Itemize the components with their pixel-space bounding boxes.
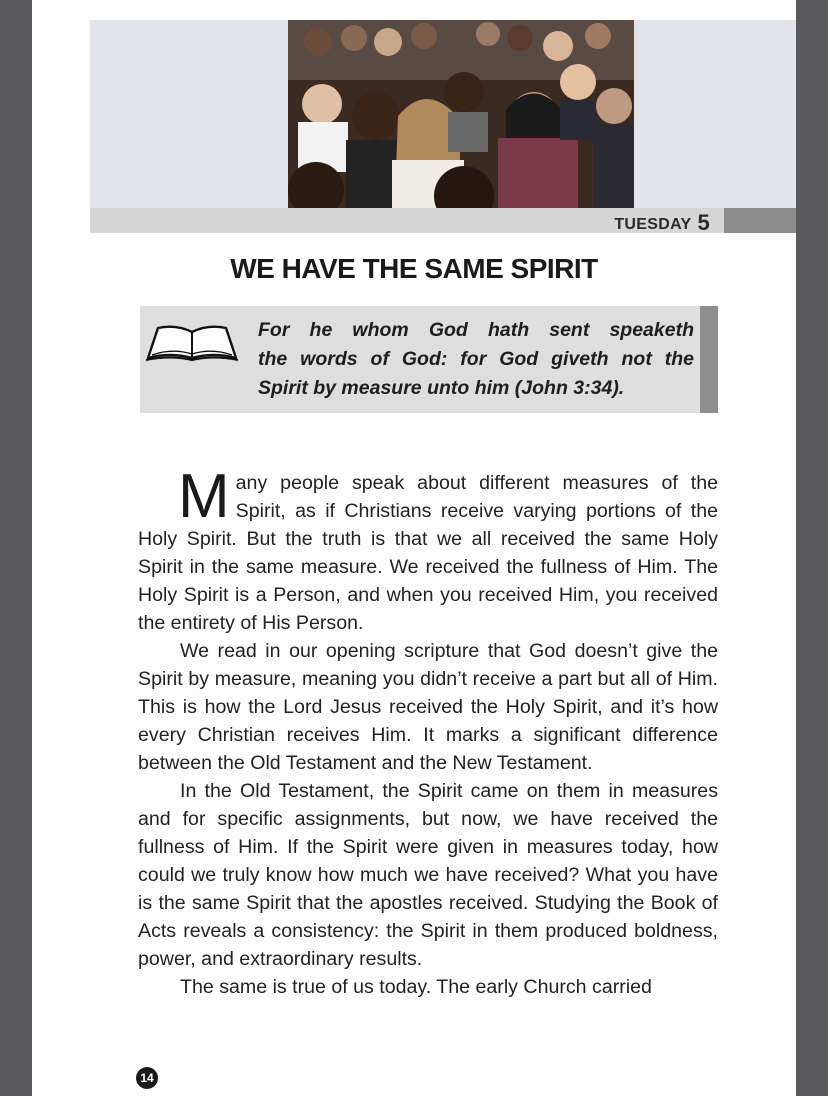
verse-line-3: Spirit by measure unto him (John 3:34).: [258, 377, 625, 399]
document-page: [32, 0, 796, 1096]
day-name: TUESDAY: [614, 216, 692, 233]
open-bible-icon: [144, 322, 240, 367]
day-number: 5: [697, 210, 710, 235]
congregation-photo: [288, 20, 634, 208]
day-bar: [90, 208, 724, 233]
verse-line-2: the words of God: for God giveth not the: [258, 348, 694, 370]
verse-box-accent: [700, 306, 718, 413]
paragraph-3: In the Old Testament, the Spirit came on them in measures and for specific assignments, but now, we have received the fullness of Him. If the Spirit were given in measures today, how could we truly know how much we have received? What you have is the same Spirit that the apostles received. Studying the Book of Acts reveals a consistency: the Spirit in them produced boldness, power, and extraordinary results.: [138, 780, 718, 970]
day-bar-accent: [724, 208, 796, 233]
devotional-title: WE HAVE THE SAME SPIRIT: [230, 253, 598, 284]
paragraph-1-text: any people speak about different measures of the Spirit, as if Christians receive varying portions of the Holy Spirit. But the truth is that we all received the same Holy Spirit in the same measure. We received the fullness of Him. The Holy Spirit is a Person, and when you received Him, you received the entirety of His Person.: [138, 472, 718, 634]
drop-cap: M: [178, 462, 230, 531]
page-number: 14: [136, 1067, 158, 1089]
devotional-body: [138, 462, 718, 1001]
paragraph-2: We read in our opening scripture that God doesn’t give the Spirit by measure, meaning you didn’t receive a part but all of Him. This is how the Lord Jesus received the Holy Spirit, and it’s how every Christian receives Him. It marks a significant difference between the Old Testament and the New Testament.: [138, 640, 718, 774]
paragraph-4: The same is true of us today. The early Church carried: [180, 976, 652, 998]
paragraph-1: [138, 462, 718, 637]
verse-box: [140, 306, 700, 413]
verse-line-1: For he whom God hath sent speaketh: [258, 319, 694, 341]
day-label: [614, 208, 710, 233]
